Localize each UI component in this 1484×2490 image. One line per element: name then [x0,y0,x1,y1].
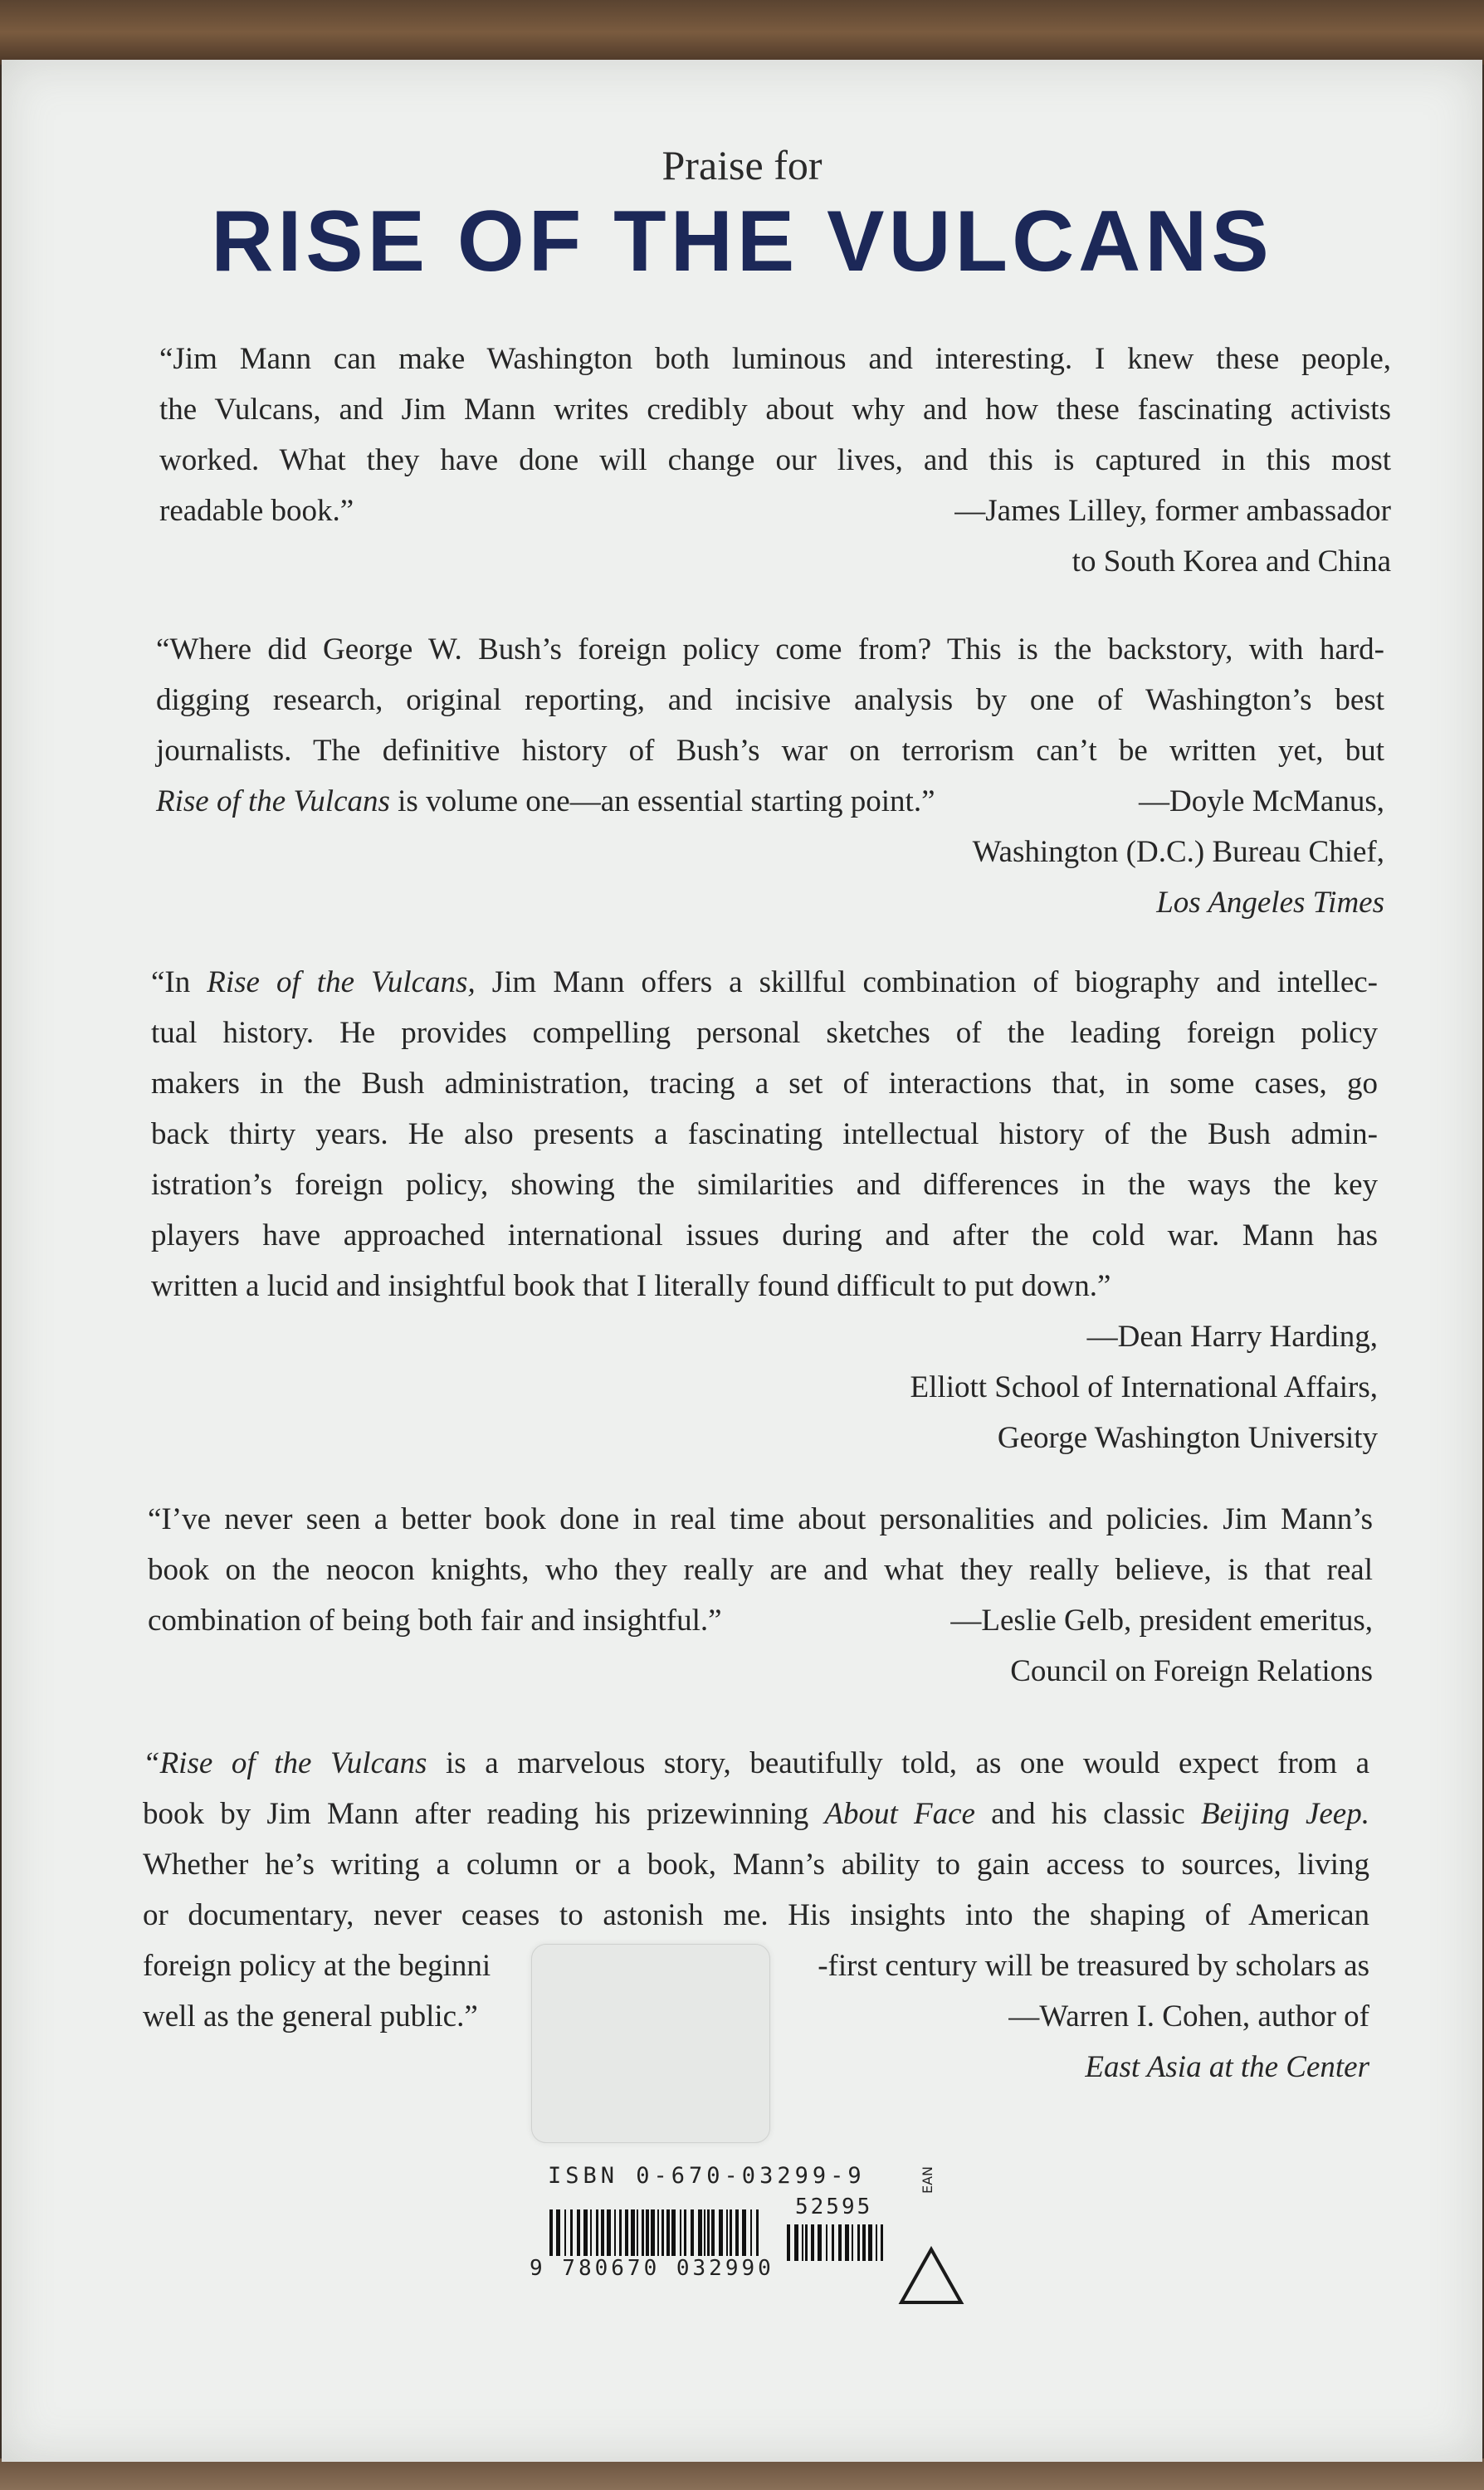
quote-line: “Jim Mann can make Washington both luminous and interesting. I knew these people, [159,342,1391,376]
barcode-bar [570,2209,573,2261]
quote-line: tual history. He provides compelling personal sketches of the leading foreign policy [151,1016,1378,1050]
quote-lilley [159,334,1391,587]
quote-gelb [148,1494,1373,1697]
book-title: RISE OF THE VULCANS [211,193,1273,290]
quote-line: well as the general public.” [143,1999,478,2034]
quote-attribution: Washington (D.C.) Bureau Chief, [972,835,1384,869]
barcode-bar [735,2209,739,2261]
barcode-bar [852,2224,853,2261]
barcode-bar [719,2209,723,2261]
barcode-bar [802,2224,803,2261]
barcode-bar [556,2209,560,2261]
quote-line: or documentary, never ceases to astonish me. His insights into the shaping of American [143,1898,1369,1932]
quote-line: istration’s foreign policy, showing the similarities and differences in the ways the key [151,1168,1378,1202]
table-surface-top [0,0,1484,65]
quote-line: and his classic [974,1797,1201,1831]
quote-attribution: —James Lilley, former ambassador [954,494,1391,528]
barcode-bar [750,2209,752,2261]
barcode-bar [577,2209,580,2261]
barcode-bar [680,2209,681,2261]
quote-line: combination of being both fair and insightful.” [148,1604,722,1638]
barcode-bar [707,2209,710,2261]
barcode-bar [857,2224,860,2261]
quote-line: is volume one—an essential starting point.” [389,784,935,818]
book-title-italic: Beijing Jeep. [1200,1797,1369,1831]
quote-line: “Where did George W. Bush’s foreign policy come from? This is the backstory, with hard- [156,632,1384,666]
quote-line: is a marvelous story, beautifully told, as one would expect from a [427,1746,1369,1780]
barcode-bar [549,2209,553,2261]
quote-line: “In [151,965,207,999]
quote-line: back thirty years. He also presents a fascinating intellectual history of the Bush admin- [151,1117,1378,1151]
barcode-bar [601,2209,604,2261]
quote-line: makers in the Bush administration, tracing a set of interactions that, in some cases, go [151,1067,1378,1101]
quote-line: readable book.” [159,494,354,528]
quote-line: worked. What they have done will change our lives, and this is captured in this most [159,443,1391,477]
quote-line: digging research, original reporting, and incisive analysis by one of Washington’s best [156,683,1384,717]
quote-line: book on the neocon knights, who they really are and what they really believe, is that real [148,1553,1373,1587]
book-title-italic: Rise of the Vulcans [156,784,390,818]
quote-attribution: Elliott School of International Affairs, [910,1370,1378,1404]
barcode-bar [862,2224,866,2261]
barcode-bar [742,2209,746,2261]
barcode-bar [876,2224,877,2261]
publisher-logo-icon [898,2246,964,2306]
quote-line: written a lucid and insightful book that I literally found difficult to put down.” [151,1269,1111,1303]
quote-attribution: —Leslie Gelb, president emeritus, [950,1604,1373,1638]
quote-line: Jim Mann offers a skillful combination of biography and intellec- [475,965,1378,999]
barcode-bar [826,2224,827,2261]
quote-attribution: to South Korea and China [1072,544,1391,579]
barcode-bar [684,2209,686,2261]
quote-line: foreign policy at the beginni [143,1949,491,1983]
book-title-italic: “Rise of the Vulcans [143,1746,427,1780]
barcode-bar [619,2209,622,2261]
quote-line: journalists. The definitive history of Bush’s war on terrorism can’t be written yet, but [156,734,1384,768]
barcode-bar [838,2224,842,2261]
barcode-bar [787,2224,790,2261]
barcode-bar [868,2224,872,2261]
barcode-addon [787,2224,885,2261]
barcode-bar [805,2224,808,2261]
barcode-bar [642,2209,644,2261]
barcode-bar [704,2209,705,2261]
quote-attribution: —Warren I. Cohen, author of [1008,1999,1369,2034]
barcode-bar [845,2224,849,2261]
barcode-digits: 9 780670 032990 [530,2256,774,2281]
barcode-bar [631,2209,635,2261]
price-sticker-residue [531,1944,770,2143]
barcode-bar [596,2209,598,2261]
barcode-bar [651,2209,655,2261]
barcode-bar [818,2224,822,2261]
praise-for-heading: Praise for [661,142,823,188]
quote-attribution: Los Angeles Times [1156,886,1384,920]
book-title-italic: About Face [824,1797,975,1831]
quote-line: book by Jim Mann after reading his prizewinning [143,1797,825,1831]
barcode-bar [691,2209,694,2261]
quote-line: “I’ve never seen a better book done in real time about personalities and policies. Jim Mann’s [148,1502,1373,1536]
barcode-bar [607,2209,611,2261]
quote-attribution: George Washington University [997,1421,1378,1455]
barcode-bar [583,2209,588,2261]
table-surface-bottom [0,2458,1484,2490]
barcode-bar [637,2209,638,2261]
barcode-bar [726,2209,728,2261]
book-title-italic: Rise of the Vulcans, [207,965,476,999]
barcode-bar [666,2209,670,2261]
barcode-bar [756,2209,759,2261]
ean-label: EAN [920,2166,935,2195]
barcode-bar [711,2209,715,2261]
barcode-bar [730,2209,732,2261]
quote-line: Whether he’s writing a column or a book, Mann’s ability to gain access to sources, living [143,1848,1369,1882]
isbn-label: ISBN 0-670-03299-9 [548,2163,866,2189]
barcode-bar [614,2209,616,2261]
quote-line: players have approached international issues during and after the cold war. Mann has [151,1218,1378,1252]
barcode-bar [564,2209,566,2261]
quote-harding [151,957,1378,1463]
quote-attribution: —Dean Harry Harding, [1086,1320,1378,1354]
barcode-bar [832,2224,834,2261]
barcode-bar [661,2209,664,2261]
quote-attribution: —Doyle McManus, [1139,784,1384,818]
barcode-bar [657,2209,659,2261]
barcode-main [549,2209,759,2261]
barcode-bar [646,2209,649,2261]
quote-mcmanus [156,624,1384,928]
quote-attribution: Council on Foreign Relations [1010,1654,1373,1688]
price-code: 52595 [795,2195,873,2219]
quote-line: -first century will be treasured by scholars as [818,1949,1369,1983]
barcode-bar [671,2209,676,2261]
barcode-bar [811,2224,814,2261]
barcode-bar [590,2209,592,2261]
barcode-bar [698,2209,702,2261]
quote-line: the Vulcans, and Jim Mann writes credibly about why and how these fascinating activists [159,393,1391,427]
barcode-bar [881,2224,883,2261]
barcode-bar [794,2224,798,2261]
quote-attribution: East Asia at the Center [1085,2050,1369,2084]
barcode-bar [625,2209,628,2261]
